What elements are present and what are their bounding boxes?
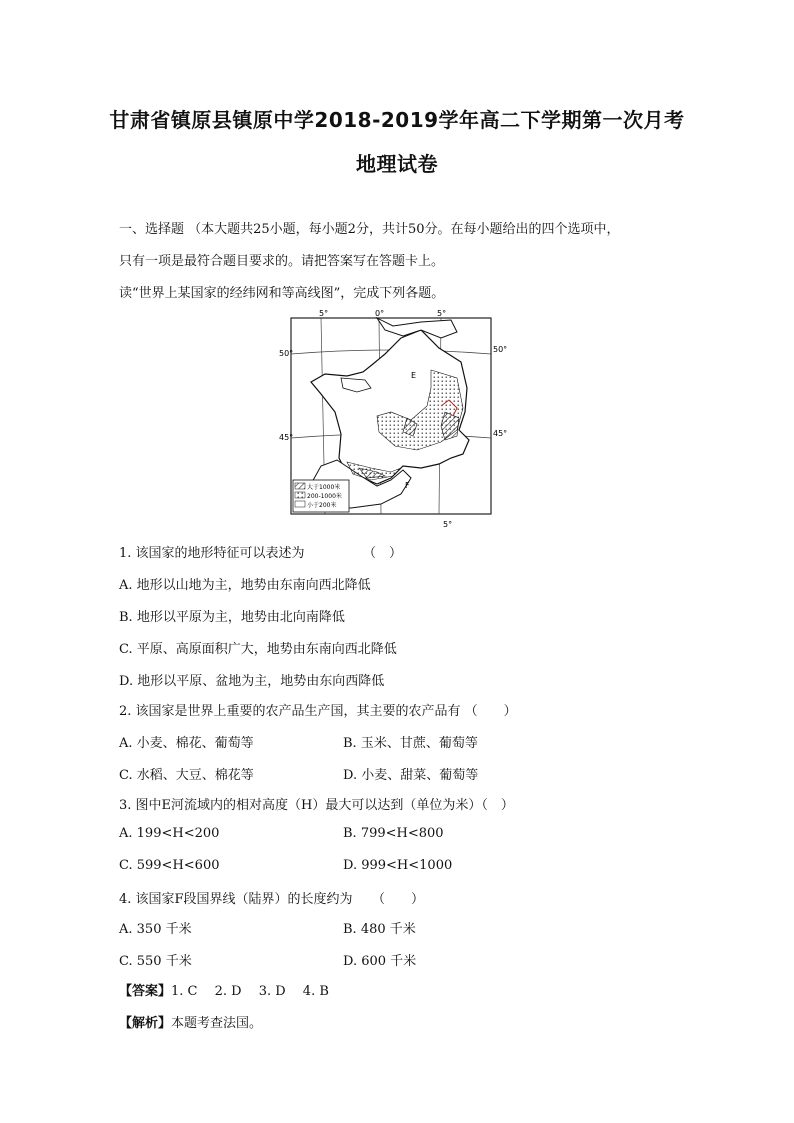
section-heading: 一、选择题 （本大题共25小题，每小题2分，共计50分。在每小题给出的四个选项中，: [119, 222, 620, 237]
lat-label: 50°: [493, 345, 508, 354]
lat-label: 50°: [279, 349, 294, 358]
legend-label: 小于200米: [307, 502, 337, 509]
question-stem-3: 3. 图中E河流域内的相对高度（H）最大可以达到（单位为米）（ ）: [119, 798, 514, 813]
question-2-option-b: B. 玉米、甘蔗、葡萄等: [343, 736, 478, 751]
question-1-option-d: D. 地形以平原、盆地为主，地势由东向西降低: [119, 674, 385, 689]
answer-label: 【答案】: [119, 984, 172, 999]
question-stem-2: 2. 该国家是世界上重要的农产品生产国，其主要的农产品有 （ ）: [119, 704, 517, 719]
question-1-option-a: A. 地形以山地为主，地势由东南向西北降低: [119, 578, 371, 593]
question-4-option-b: B. 480 千米: [343, 922, 416, 937]
question-4-option-a: A. 350 千米: [119, 922, 192, 937]
question-3-option-b: B. 799<H<800: [343, 826, 444, 841]
lat-label: 45°: [493, 429, 508, 438]
question-3-option-c: C. 599<H<600: [119, 858, 220, 873]
legend-swatch: [295, 492, 305, 498]
question-2-option-d: D. 小麦、甜菜、葡萄等: [343, 768, 479, 783]
lat-label: 45°: [279, 433, 294, 442]
legend-label: 大于1000米: [307, 484, 341, 491]
question-2-option-a: A. 小麦、棉花、葡萄等: [119, 736, 254, 751]
question-1-option-c: C. 平原、高原面积广大，地势由东南向西北降低: [119, 642, 397, 657]
exam-title-line1: 甘肃省镇原县镇原中学2018-2019学年高二下学期第一次月考: [109, 108, 685, 132]
question-stem-4: 4. 该国家F段国界线（陆界）的长度约为 （ ）: [119, 892, 425, 907]
answer-line: [119, 980, 329, 999]
answer-text: 1. C 2. D 3. D 4. B: [171, 984, 329, 999]
legend-label: 200-1000米: [307, 493, 342, 500]
question-4-option-c: C. 550 千米: [119, 954, 192, 969]
legend-swatch: [295, 483, 305, 489]
lon-label: 5°: [443, 520, 453, 529]
legend-swatch: [295, 501, 305, 507]
section-heading-continued: 只有一项是最符合题目要求的。请把答案写在答题卡上。: [119, 254, 445, 269]
exam-title-line2: 地理试卷: [356, 152, 438, 176]
question-3-option-a: A. 199<H<200: [119, 826, 220, 841]
question-4-option-d: D. 600 千米: [343, 954, 417, 969]
lon-label: 0°: [375, 309, 385, 318]
point-label-e: E: [411, 371, 417, 380]
lon-label: 5°: [437, 309, 447, 318]
question-stem-1: 1. 该国家的地形特征可以表述为 （ ）: [119, 546, 403, 561]
question-1-option-b: B. 地形以平原为主，地势由北向南降低: [119, 610, 345, 625]
analysis-text: 本题考查法国。: [171, 1016, 263, 1031]
point-label-f: F: [405, 481, 410, 490]
analysis-label: 【解析】: [119, 1016, 172, 1031]
question-3-option-d: D. 999<H<1000: [343, 858, 453, 873]
question-2-option-c: C. 水稻、大豆、棉花等: [119, 768, 254, 783]
lon-label: 5°: [319, 309, 329, 318]
contour-map-figure: [281, 308, 511, 530]
section-intro: 读“世界上某国家的经纬网和等高线图”，完成下列各题。: [119, 286, 445, 301]
analysis-line: [119, 1012, 262, 1031]
